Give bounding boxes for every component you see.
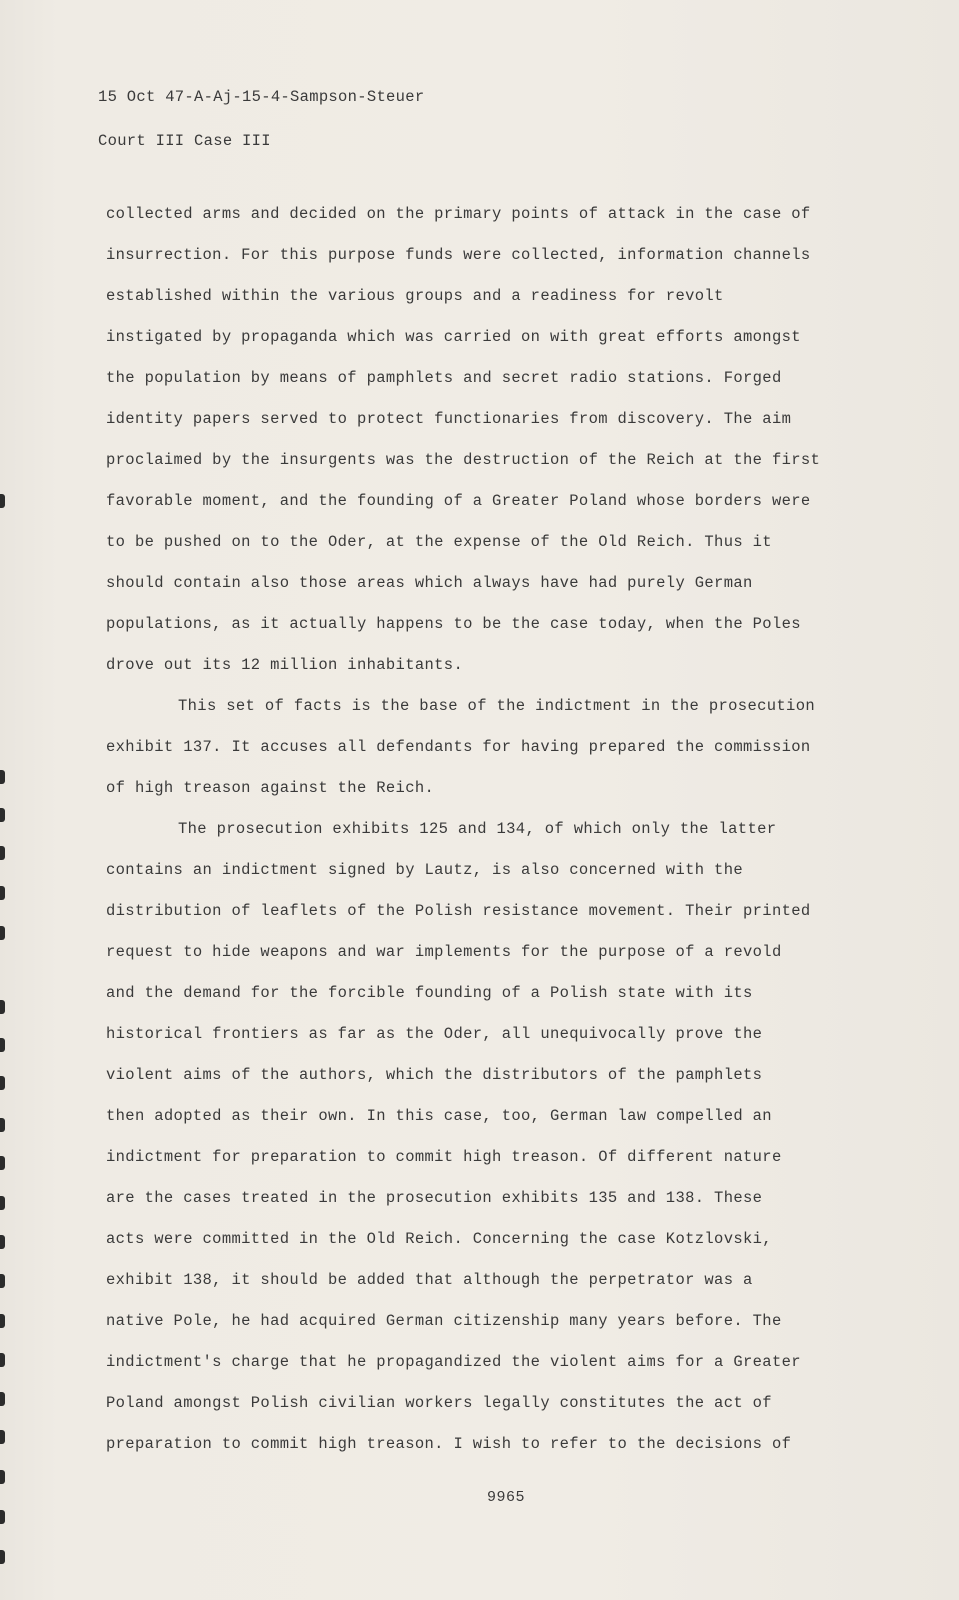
body-line: exhibit 138, it should be added that although the perpetrator was a bbox=[106, 1271, 753, 1289]
body-line: distribution of leaflets of the Polish resistance movement. Their printed bbox=[106, 902, 811, 920]
body-line: indictment's charge that he propagandized the violent aims for a Greater bbox=[106, 1353, 801, 1371]
body-line: native Pole, he had acquired German citizenship many years before. The bbox=[106, 1312, 782, 1330]
body-line: instigated by propaganda which was carried on with great efforts amongst bbox=[106, 328, 801, 346]
body-line: Poland amongst Polish civilian workers legally constitutes the act of bbox=[106, 1394, 772, 1412]
body-line: populations, as it actually happens to be the case today, when the Poles bbox=[106, 615, 801, 633]
body-line: contains an indictment signed by Lautz, is also concerned with the bbox=[106, 861, 743, 879]
paragraph-start-line: This set of facts is the base of the indictment in the prosecution bbox=[178, 697, 815, 715]
document-reference: 15 Oct 47-A-Aj-15-4-Sampson-Steuer bbox=[98, 88, 425, 106]
court-case: Court III Case III bbox=[98, 132, 271, 150]
body-line: indictment for preparation to commit high treason. Of different nature bbox=[106, 1148, 782, 1166]
body-line: exhibit 137. It accuses all defendants for having prepared the commission bbox=[106, 738, 811, 756]
body-line: proclaimed by the insurgents was the destruction of the Reich at the first bbox=[106, 451, 821, 469]
body-line: historical frontiers as far as the Oder, all unequivocally prove the bbox=[106, 1025, 763, 1043]
body-line: acts were committed in the Old Reich. Concerning the case Kotzlovski, bbox=[106, 1230, 772, 1248]
page-number: 9965 bbox=[487, 1489, 526, 1506]
body-line: should contain also those areas which always have had purely German bbox=[106, 574, 753, 592]
body-line: established within the various groups and a readiness for revolt bbox=[106, 287, 724, 305]
body-line: are the cases treated in the prosecution exhibits 135 and 138. These bbox=[106, 1189, 763, 1207]
body-line: of high treason against the Reich. bbox=[106, 779, 435, 797]
body-line: insurrection. For this purpose funds were collected, information channels bbox=[106, 246, 811, 264]
paragraph-start-line: The prosecution exhibits 125 and 134, of which only the latter bbox=[178, 820, 777, 838]
body-line: preparation to commit high treason. I wish to refer to the decisions of bbox=[106, 1435, 792, 1453]
body-line: request to hide weapons and war implements for the purpose of a revold bbox=[106, 943, 782, 961]
body-line: the population by means of pamphlets and secret radio stations. Forged bbox=[106, 369, 782, 387]
body-line: then adopted as their own. In this case, too, German law compelled an bbox=[106, 1107, 772, 1125]
body-line: drove out its 12 million inhabitants. bbox=[106, 656, 464, 674]
binding-edge bbox=[0, 0, 6, 1600]
body-line: and the demand for the forcible founding of a Polish state with its bbox=[106, 984, 753, 1002]
body-line: favorable moment, and the founding of a Greater Poland whose borders were bbox=[106, 492, 811, 510]
body-line: to be pushed on to the Oder, at the expense of the Old Reich. Thus it bbox=[106, 533, 772, 551]
body-line: collected arms and decided on the primary points of attack in the case of bbox=[106, 205, 811, 223]
body-line: violent aims of the authors, which the distributors of the pamphlets bbox=[106, 1066, 763, 1084]
body-line: identity papers served to protect functionaries from discovery. The aim bbox=[106, 410, 792, 428]
